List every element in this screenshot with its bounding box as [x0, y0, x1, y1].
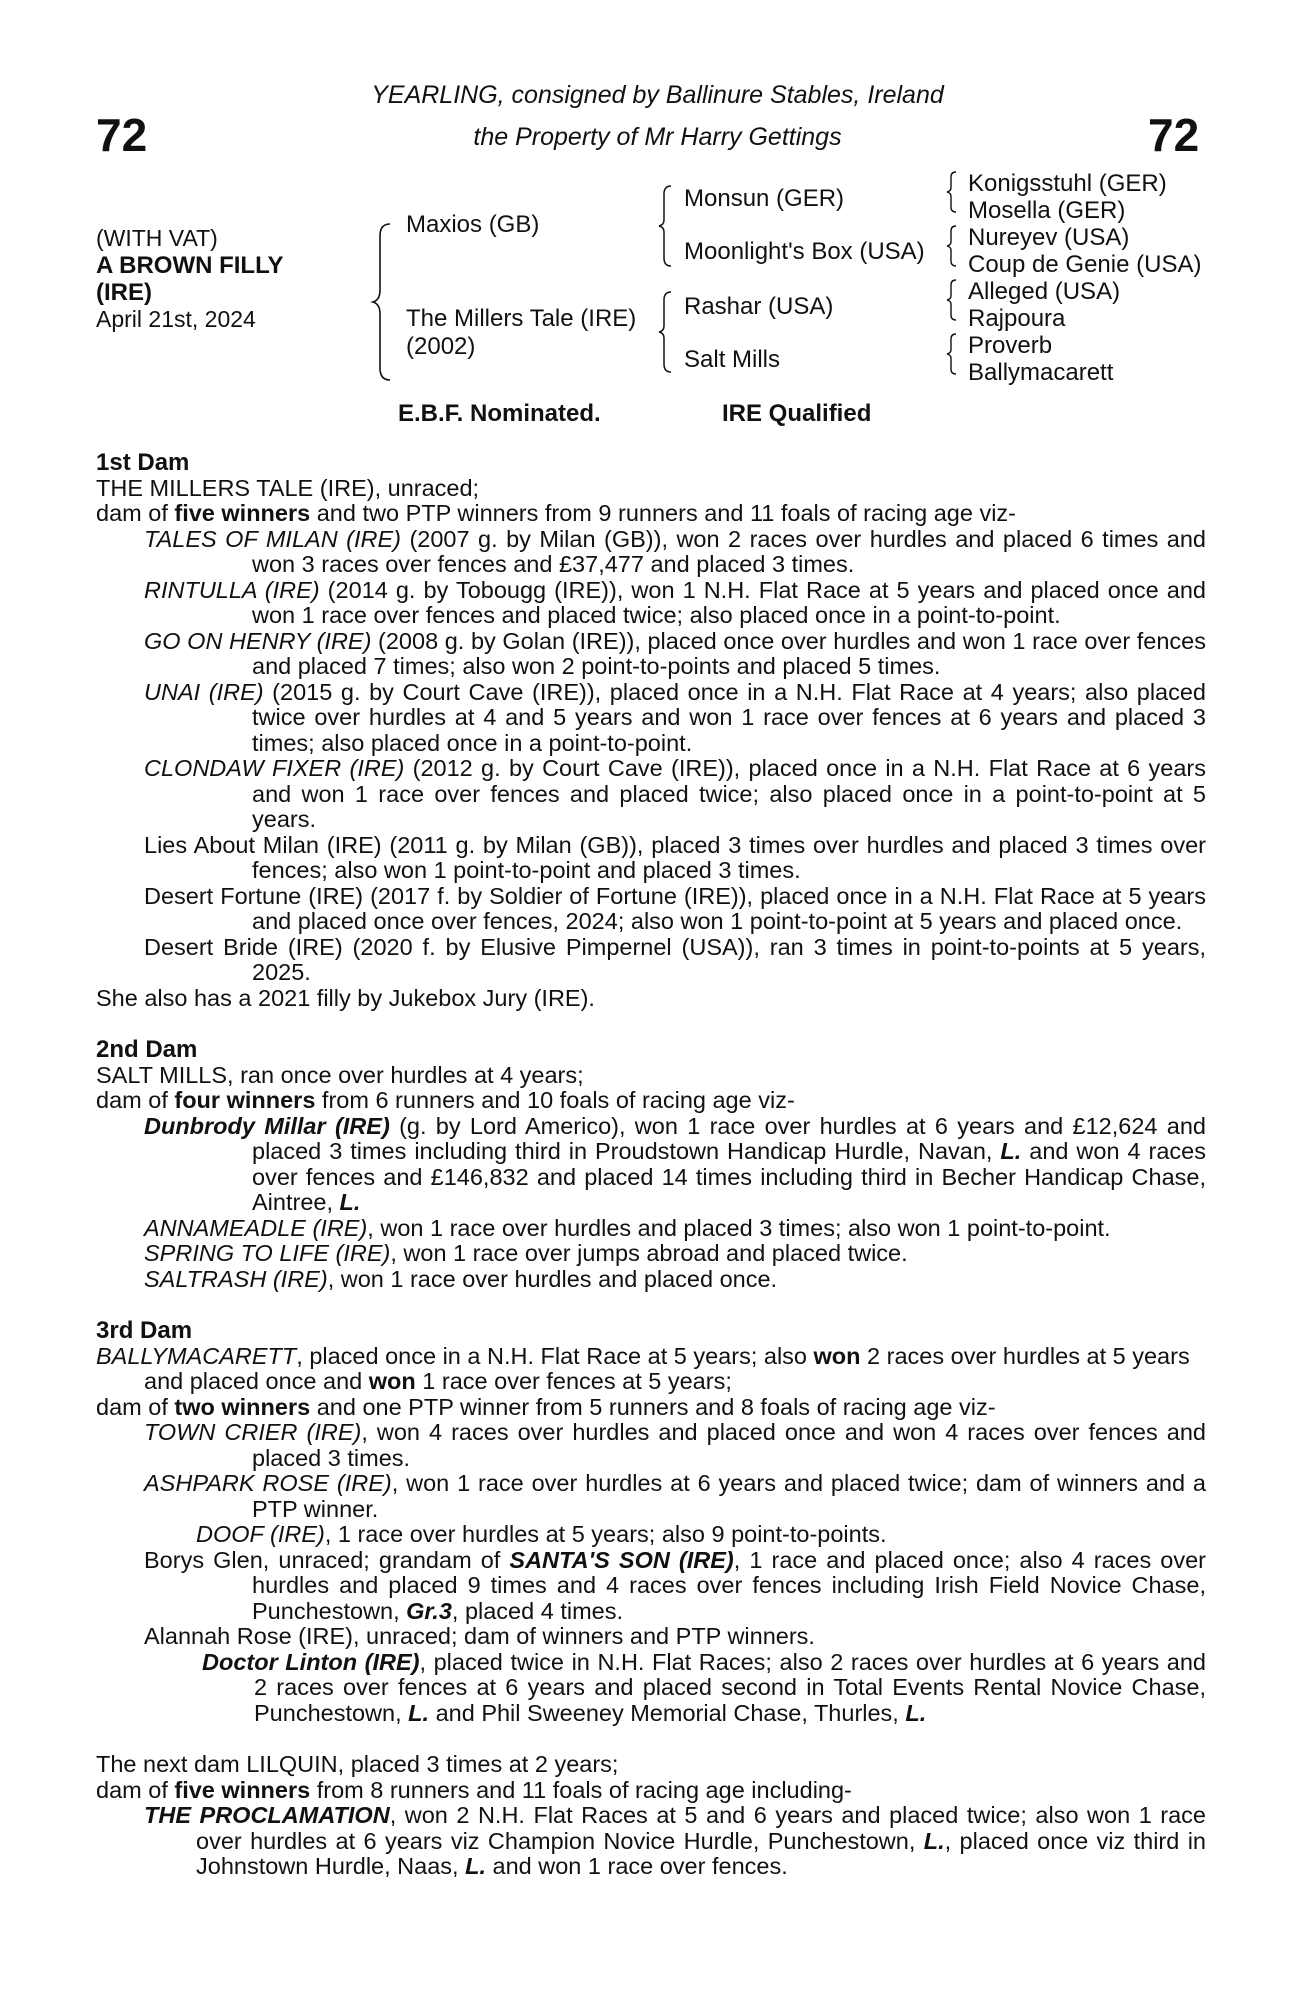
produce-entry: Alannah Rose (IRE), unraced; dam of winners and PTP winners.	[144, 1623, 815, 1649]
consignment-line: YEARLING, consigned by Ballinure Stables, Ireland	[371, 81, 944, 109]
ire-qualified: IRE Qualified	[722, 400, 872, 427]
pedigree-sire-sire: Monsun (GER)	[684, 185, 845, 212]
produce-entry: CLONDAW FIXER (IRE) (2012 g. by Court Cave (IRE)), placed once in a N.H. Flat Race at 6 years and won 1 race over fences and placed twice; also placed once in a point-to-point at 5 years.	[144, 755, 1207, 832]
produce-entry: DOOF (IRE), 1 race over hurdles at 5 years; also 9 point-to-points.	[196, 1521, 887, 1547]
pedigree-dds: Proverb	[968, 332, 1053, 359]
pedigree-sdd: Coup de Genie (USA)	[968, 251, 1202, 278]
group-badge: Gr.3	[406, 1597, 452, 1624]
pedigree-dam-year: (2002)	[406, 333, 476, 360]
produce-entry: ANNAMEADLE (IRE), won 1 race over hurdles and placed 3 times; also won 1 point-to-point.	[144, 1214, 1111, 1241]
pedigree-dam-dam: Salt Mills	[684, 346, 781, 373]
lot-number-right: 72	[1148, 109, 1200, 161]
listed-badge: L.	[465, 1853, 486, 1879]
pedigree-dam-sire: Rashar (USA)	[684, 293, 834, 320]
next-dam-produce-summary: dam of five winners from 8 runners and 11 foals of racing age including-	[96, 1776, 852, 1803]
produce-entry: TOWN CRIER (IRE), won 4 races over hurdles and placed once and won 4 races over fences and placed 3 times.	[144, 1419, 1206, 1471]
pedigree-brace-main	[370, 222, 394, 382]
listed-badge: L.	[1000, 1138, 1022, 1164]
pedigree-dss: Alleged (USA)	[968, 278, 1121, 305]
first-dam-footer: She also has a 2021 filly by Jukebox Jury (IRE).	[96, 984, 595, 1011]
first-dam-heading: 1st Dam	[96, 449, 190, 476]
produce-entry: GO ON HENRY (IRE) (2008 g. by Golan (IRE)), placed once over hurdles and won 1 race over fences and placed 7 times; also won 2 point-to-points and placed 5 times.	[144, 627, 1206, 679]
winners-count: four winners	[174, 1087, 316, 1113]
pedigree-brace-3c	[944, 278, 958, 322]
listed-badge: L.	[408, 1699, 430, 1726]
pedigree-dsd: Rajpoura	[968, 305, 1066, 332]
produce-entry: RINTULLA (IRE) (2014 g. by Tobougg (IRE)), won 1 N.H. Flat Race at 5 years and placed once and won 1 race over fences and placed twice; also placed once in a point-to-point.	[144, 576, 1206, 628]
ebf-nominated: E.B.F. Nominated.	[398, 400, 601, 427]
winners-count: two winners	[174, 1393, 311, 1420]
pedigree-ddd: Ballymacarett	[968, 359, 1114, 386]
pedigree-brace-3a	[944, 170, 958, 214]
produce-entry: Doctor Linton (IRE), placed twice in N.H. Flat Races; also 2 races over hurdles at 6 years and 2 races over fences at 6 years and placed second in Total Events Rental Novice Chase, Punchestown, L. and Phil Sweeney Memorial Chase, Thurles, L.	[202, 1648, 1206, 1726]
produce-entry: THE PROCLAMATION, won 2 N.H. Flat Races at 5 and 6 years and placed twice; also won 1 race over hurdles at 6 years viz Champion Novice Hurdle, Punchestown, L., placed once viz third in Johnstown Hurdle, Naas, L. and won 1 race over fences.	[144, 1802, 1207, 1879]
second-dam-produce-summary: dam of four winners from 6 runners and 10 foals of racing age viz-	[96, 1087, 795, 1113]
pedigree-ssd: Mosella (GER)	[968, 197, 1126, 224]
pedigree-sire: Maxios (GB)	[406, 211, 540, 238]
property-line: the Property of Mr Harry Gettings	[473, 123, 842, 151]
catalogue-body	[96, 450, 1206, 1880]
foaling-date: April 21st, 2024	[96, 306, 256, 332]
second-dam-heading: 2nd Dam	[96, 1036, 198, 1063]
second-dam-line: SALT MILLS, ran once over hurdles at 4 years;	[96, 1061, 584, 1088]
pedigree-dam: The Millers Tale (IRE)	[406, 305, 637, 332]
produce-entry: Lies About Milan (IRE) (2011 g. by Milan (GB)), placed 3 times over hurdles and placed 3 times over fences; also won 1 point-to-point and placed 3 times.	[144, 831, 1206, 883]
pedigree-brace-dam	[656, 290, 674, 374]
pedigree-sire-dam: Moonlight's Box (USA)	[684, 238, 925, 265]
third-dam-heading: 3rd Dam	[96, 1317, 193, 1344]
pedigree-sds: Nureyev (USA)	[968, 224, 1130, 251]
third-dam-line: BALLYMACARETT, placed once in a N.H. Flat Race at 5 years; also won 2 races over hurdles at 5 years and placed once and won 1 race over fences at 5 years;	[96, 1342, 1190, 1394]
produce-entry: UNAI (IRE) (2015 g. by Court Cave (IRE)), placed once in a N.H. Flat Race at 4 years; also placed twice over hurdles at 4 and 5 years and won 1 race over fences at 6 years and placed 3 times; also placed once in a point-to-point.	[144, 678, 1206, 756]
horse-info	[96, 225, 284, 333]
produce-entry: SALTRASH (IRE), won 1 race over hurdles and placed once.	[144, 1265, 778, 1292]
produce-entry: TALES OF MILAN (IRE) (2007 g. by Milan (GB)), won 2 races over hurdles and placed 6 times and won 3 races over fences and £37,477 and placed 3 times.	[144, 525, 1207, 577]
third-dam-produce-summary: dam of two winners and one PTP winner from 5 runners and 8 foals of racing age viz-	[96, 1393, 996, 1420]
next-dam-line: The next dam LILQUIN, placed 3 times at 2 years;	[96, 1751, 619, 1777]
pedigree-sss: Konigsstuhl (GER)	[968, 170, 1167, 197]
horse-title-country: (IRE)	[96, 279, 152, 306]
lot-number-left: 72	[96, 109, 148, 161]
pedigree-brace-sire	[656, 184, 674, 268]
first-dam-produce-summary: dam of five winners and two PTP winners from 9 runners and 11 foals of racing age viz-	[96, 500, 1016, 526]
listed-badge: L.	[339, 1189, 361, 1215]
winners-count: five winners	[174, 1776, 311, 1803]
produce-entry: Desert Bride (IRE) (2020 f. by Elusive Pimpernel (USA)), ran 3 times in point-to-points at 5 years, 2025.	[144, 933, 1206, 985]
winners-count: five winners	[174, 500, 311, 526]
vat-note: (WITH VAT)	[96, 225, 218, 251]
produce-entry: SPRING TO LIFE (IRE), won 1 race over jumps abroad and placed twice.	[144, 1240, 908, 1266]
produce-entry: Dunbrody Millar (IRE) (g. by Lord Americo), won 1 race over hurdles at 6 years and £12,624 and placed 3 times including third in Proudstown Handicap Hurdle, Navan, L. and won 4 races over fences and £146,832 and placed 14 times including third in Becher Handicap Chase, Aintree, L.	[144, 1112, 1206, 1215]
produce-entry: Borys Glen, unraced; grandam of SANTA'S SON (IRE), 1 race and placed once; also 4 races over hurdles and placed 9 times and 4 races over fences including Irish Field Novice Chase, Punchestown, Gr.3, placed 4 times.	[144, 1546, 1206, 1624]
first-dam-line: THE MILLERS TALE (IRE), unraced;	[96, 474, 480, 501]
pedigree-brace-3d	[944, 332, 958, 376]
pedigree-brace-3b	[944, 224, 958, 268]
produce-entry: Desert Fortune (IRE) (2017 f. by Soldier of Fortune (IRE)), placed once in a N.H. Flat Race at 5 years and placed once over fences, 2024; also won 1 point-to-point at 5 years and placed once.	[144, 882, 1206, 934]
listed-badge: L.	[905, 1699, 927, 1726]
horse-title: A BROWN FILLY	[96, 252, 284, 279]
produce-entry: ASHPARK ROSE (IRE), won 1 race over hurdles at 6 years and placed twice; dam of winners and a PTP winner.	[144, 1470, 1206, 1522]
listed-badge: L.	[923, 1827, 945, 1854]
